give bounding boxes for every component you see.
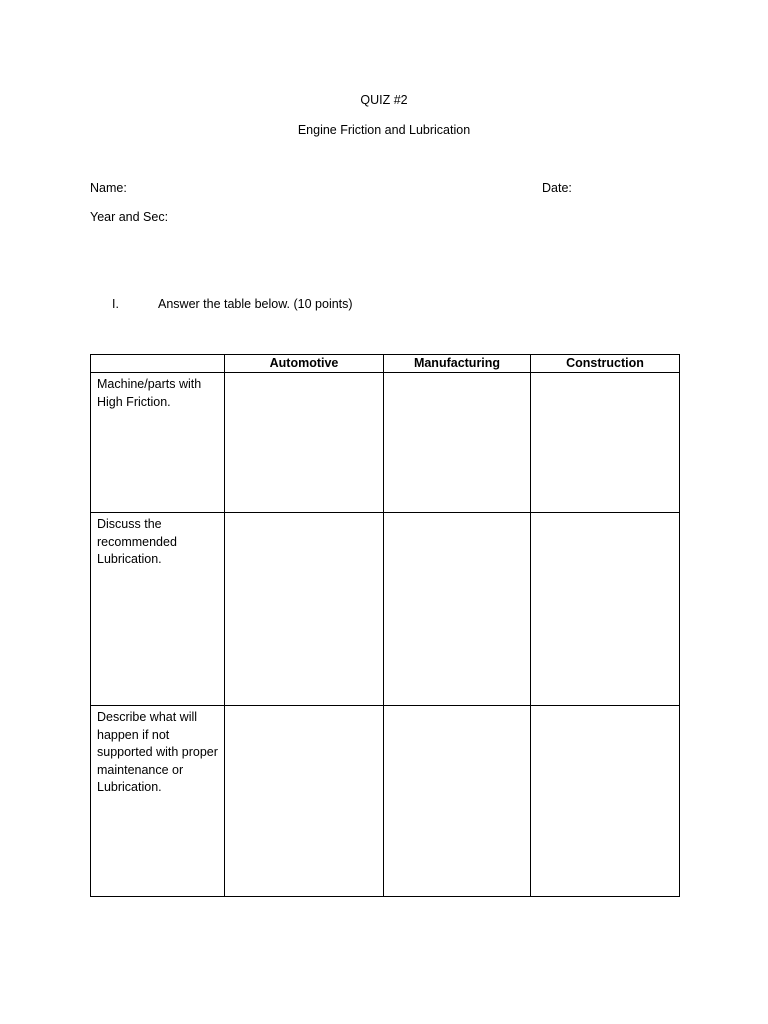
- instruction-text: Answer the table below. (10 points): [158, 297, 353, 311]
- answer-cell-construction[interactable]: [531, 373, 680, 513]
- answer-cell-automotive[interactable]: [225, 373, 384, 513]
- header-automotive: Automotive: [225, 355, 384, 373]
- table-row: [91, 373, 680, 513]
- row-label-lubrication: Discuss the recommended Lubrication.: [91, 513, 225, 706]
- table-header-row: [91, 355, 680, 373]
- answer-cell-construction[interactable]: [531, 706, 680, 897]
- row-label-high-friction: Machine/parts with High Friction.: [91, 373, 225, 513]
- answer-cell-automotive[interactable]: [225, 513, 384, 706]
- year-sec-label: Year and Sec:: [90, 210, 169, 224]
- answer-cell-manufacturing[interactable]: [384, 373, 531, 513]
- answer-cell-automotive[interactable]: [225, 706, 384, 897]
- page-subtitle: Engine Friction and Lubrication: [297, 123, 471, 137]
- answer-table: [90, 354, 680, 897]
- header-construction: Construction: [531, 355, 680, 373]
- answer-cell-manufacturing[interactable]: [384, 706, 531, 897]
- table-row: [91, 706, 680, 897]
- date-label: Date:: [542, 181, 572, 195]
- answer-cell-manufacturing[interactable]: [384, 513, 531, 706]
- header-cell-blank: [91, 355, 225, 373]
- table-row: [91, 513, 680, 706]
- header-manufacturing: Manufacturing: [384, 355, 531, 373]
- answer-cell-construction[interactable]: [531, 513, 680, 706]
- instruction-number: I.: [112, 297, 119, 311]
- row-label-maintenance: Describe what will happen if not supported with proper maintenance or Lubrication.: [91, 706, 225, 897]
- page-title: QUIZ #2: [360, 93, 408, 107]
- name-label: Name:: [90, 181, 127, 195]
